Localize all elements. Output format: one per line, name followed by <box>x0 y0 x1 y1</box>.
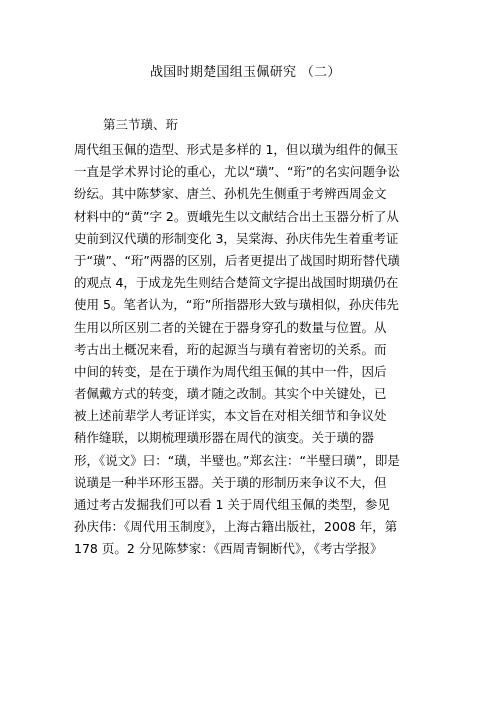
body-line: 使用 5。笔者认为，“珩”所指器形大致与璜相似，孙庆伟先 <box>74 297 399 313</box>
body-line: 于“璜”、“珩”两器的区别，后者更提出了战国时期珩替代璜 <box>74 252 400 268</box>
body-line: 纷纭。其中陈梦家、唐兰、孙机先生侧重于考辨西周金文 <box>74 186 387 202</box>
section-heading: 第三节璜、珩 <box>103 117 179 132</box>
body-line: 被上述前辈学人考证详实，本文旨在对相关细节和争议处 <box>74 408 387 424</box>
body-line: 生用以所区别二者的关键在于器身穿孔的数量与位置。从 <box>74 319 387 335</box>
body-line: 稍作缝联，以期梳理璜形器在周代的演变。关于璜的器 <box>74 430 375 446</box>
body-line: 178 页。2 分见陈梦家：《西周青铜断代》，《考古学报》 <box>74 541 383 557</box>
body-line: 史前到汉代璜的形制变化 3，吴棠海、孙庆伟先生着重考证 <box>74 230 399 246</box>
body-line: 考古出土概况来看，珩的起源当与璜有着密切的关系。而 <box>74 341 387 357</box>
body-text <box>74 139 434 561</box>
body-line: 通过考古发掘我们可以看 1 关于周代组玉佩的类型，参见 <box>74 497 390 512</box>
document-title: 战国时期楚国组玉佩研究 （二） <box>150 65 341 80</box>
body-line: 说璜是一种半环形玉器。关于璜的形制历来争议不大，但 <box>74 474 387 490</box>
body-line: 形，《说文》曰：“璜，半璧也。”郑玄注：“半璧曰璜”，即是 <box>74 452 400 468</box>
body-line: 孙庆伟：《周代用玉制度》，上海古籍出版社，2008 年，第 <box>74 519 398 535</box>
body-line: 的观点 4，于成龙先生则结合楚简文字提出战国时期璜仍在 <box>74 275 399 291</box>
body-line: 材料中的“黄”字 2。贾峨先生以文献结合出土玉器分析了从 <box>74 208 399 224</box>
body-line: 中间的转变，是在于璜作为周代组玉佩的其中一件，因后 <box>74 363 387 379</box>
body-line: 一直是学术界讨论的重心，尤以“璜”、“珩”的名实问题争讼 <box>74 164 400 180</box>
body-line: 者佩戴方式的转变，璜才随之改制。其实个中关键处，已 <box>74 386 387 402</box>
body-line: 周代组玉佩的造型、形式是多样的 1，但以璜为组件的佩玉 <box>74 142 399 157</box>
